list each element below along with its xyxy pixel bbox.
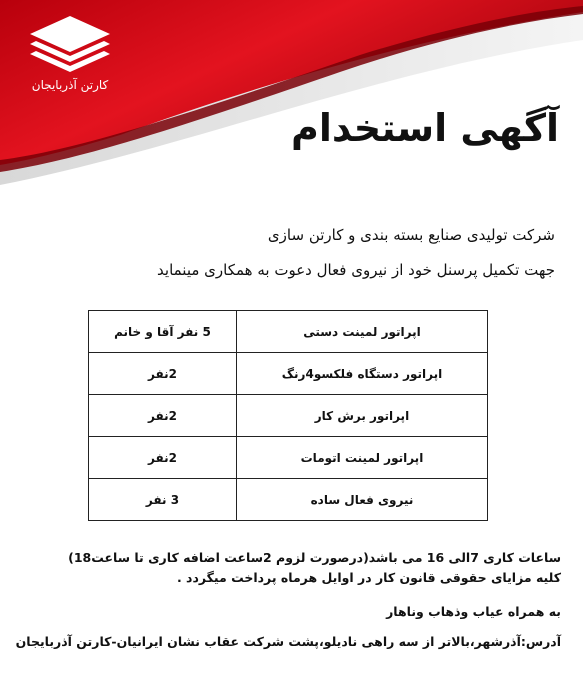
- working-hours: ساعات کاری 7الی 16 می باشد(درصورت لزوم 2ساعت اضافه کاری تا ساعت18): [68, 550, 561, 565]
- job-count: 5 نفر آقا و خانم: [89, 311, 237, 353]
- job-count: 2نفر: [89, 395, 237, 437]
- job-role: اپراتور برش کار: [236, 395, 487, 437]
- job-count: 2نفر: [89, 437, 237, 479]
- job-role: نیروی فعال ساده: [236, 479, 487, 521]
- job-role: اپراتور لمینت دستی: [236, 311, 487, 353]
- page-title: آگهی استخدام: [290, 106, 559, 150]
- table-row: [89, 479, 488, 521]
- logo-text: کارتن آذربایجان: [31, 78, 109, 92]
- meals-note: به همراه عیاب وذهاب وناهار: [386, 604, 561, 619]
- address: آدرس:آذرشهر،بالاتر از سه راهی نادیلو،پشت شرکت عقاب نشان ایرانیان-کارتن آذربایجان: [15, 634, 561, 649]
- notes-section: [11, 548, 561, 652]
- job-count: 2نفر: [89, 353, 237, 395]
- intro-line-company: شرکت تولیدی صنایع بسته بندی و کارتن سازی: [267, 226, 555, 244]
- intro-text: [15, 218, 555, 288]
- table-row: [89, 395, 488, 437]
- intro-line-invite: جهت تکمیل پرسنل خود از نیروی فعال دعوت به همکاری مینماید: [157, 261, 555, 279]
- job-role: اپراتور لمینت اتومات: [236, 437, 487, 479]
- table-row: [89, 437, 488, 479]
- job-count: 3 نفر: [89, 479, 237, 521]
- table-row: [89, 311, 488, 353]
- logo-icon: [10, 12, 130, 112]
- benefits-note: کلیه مزایای حقوقی قانون کار در اوایل هرماه پرداخت میگردد .: [176, 570, 561, 585]
- jobs-table: [88, 310, 488, 521]
- table-row: [89, 353, 488, 395]
- job-role: اپراتور دستگاه فلکسو4رنگ: [236, 353, 487, 395]
